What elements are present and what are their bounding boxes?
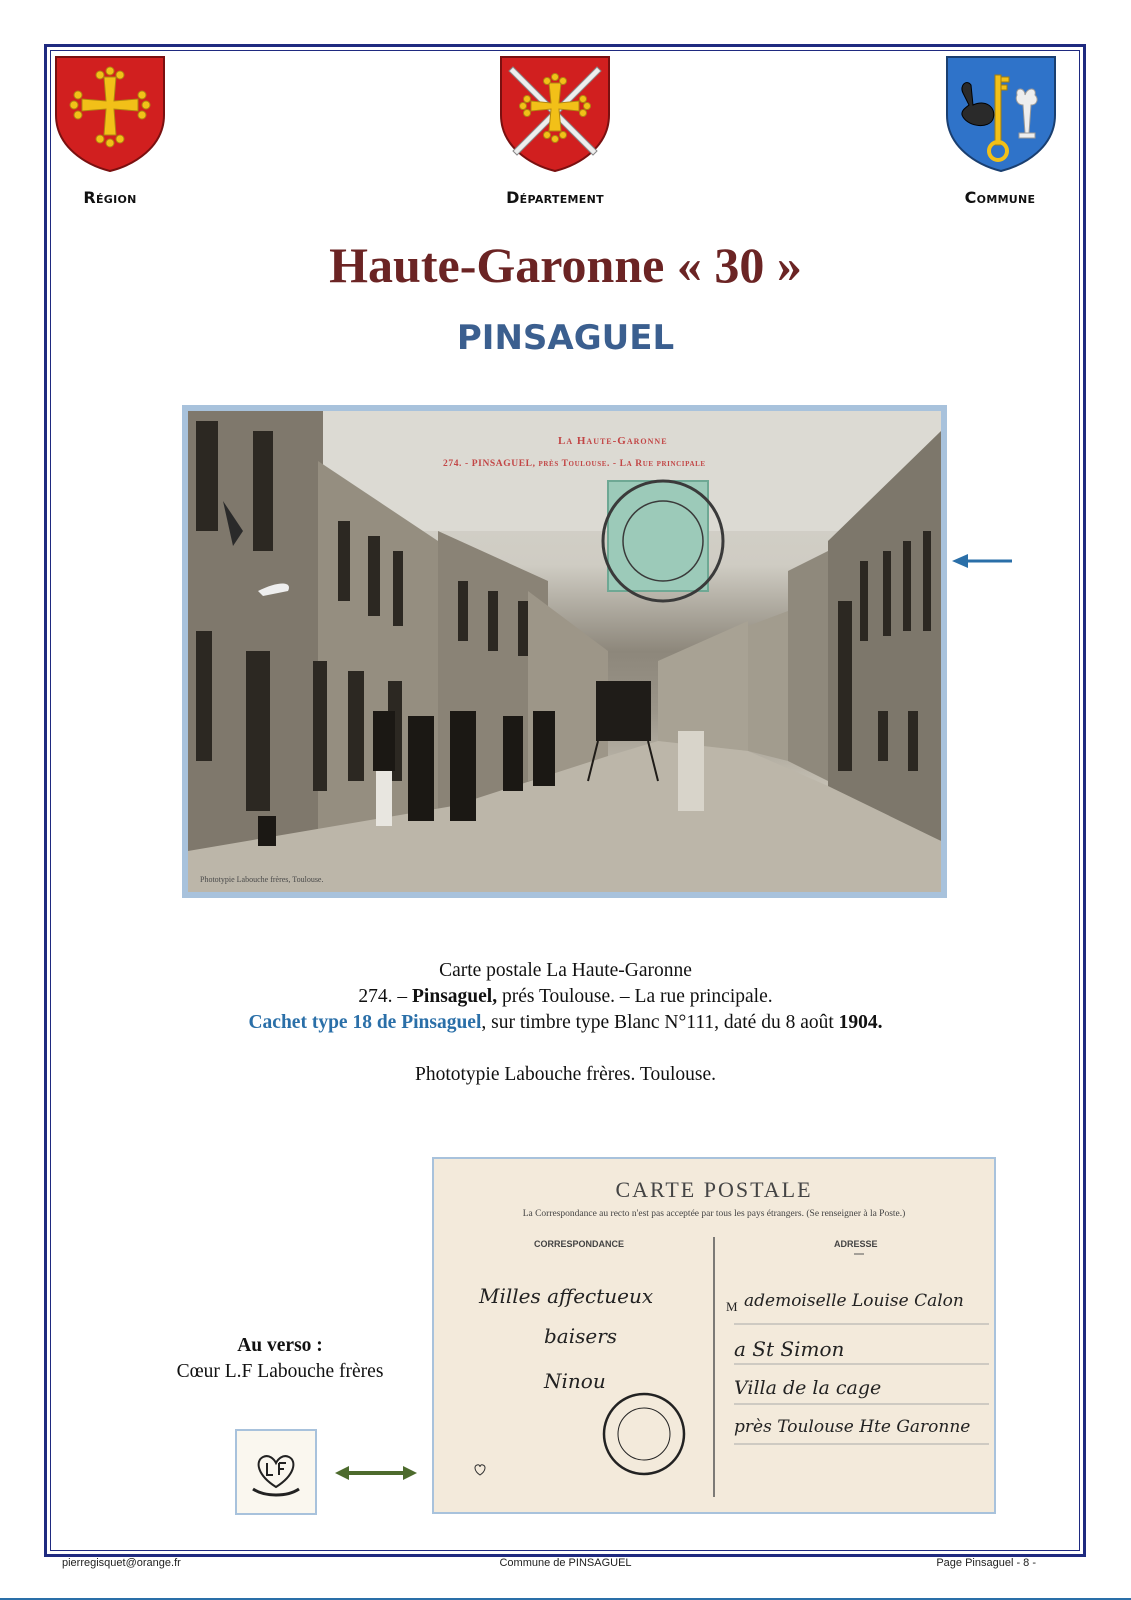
postcard-front-image [182,405,947,898]
caption-cachet-type: Cachet type 18 de Pinsaguel [248,1012,482,1033]
postcard-front-header-2: 274. - PINSAGUEL, près Toulouse. - La Rue principale [443,459,706,469]
caption-line-2-bold: Pinsaguel, [412,986,498,1007]
handwriting-left-2: baisers [544,1324,618,1348]
verso-section [150,1333,410,1385]
caption-year: 1904. [838,1012,883,1033]
street-scene-illustration [188,411,941,892]
footer-center: Commune de PINSAGUEL [499,1557,632,1569]
postcard-caption [0,958,1131,1088]
region-label: Région [83,188,137,207]
footer-email: pierregisquet@orange.fr [62,1557,181,1569]
region-coat-of-arms-icon [54,55,166,173]
postcard-front-footer: Phototypie Labouche frères, Toulouse. [200,875,324,884]
verso-description: Cœur L.F Labouche frères [176,1361,384,1382]
caption-line-1: Carte postale La Haute-Garonne [439,960,692,981]
postcard-front-header-1: La Haute-Garonne [558,435,668,447]
arrow-left-icon [952,553,1012,569]
postcard-back-image [432,1157,996,1514]
handwriting-right-2: a St Simon [734,1337,845,1361]
page-subtitle: PINSAGUEL [456,318,675,358]
postcard-back-col-right: ADRESSE [834,1239,878,1249]
commune-label: Commune [964,188,1036,207]
page-title: Haute-Garonne « 30 » [329,237,802,293]
footer-page-number: Page Pinsaguel - 8 - [936,1557,1036,1569]
handwriting-left-1: Milles affectueux [479,1284,654,1308]
caption-line-3 [0,1010,1131,1036]
handwriting-right-4: près Toulouse Hte Garonne [734,1417,971,1437]
caption-line-3-rest: , sur timbre type Blanc N°111, daté du 8 août [481,1012,839,1033]
handwriting-left-3: Ninou [544,1369,606,1393]
departement-coat-of-arms-icon [499,55,611,173]
caption-line-2-rest: prés Toulouse. – La rue principale. [497,986,773,1007]
postcard-back-title: CARTE POSTALE [615,1177,813,1202]
lf-heart-logo-image [235,1429,317,1515]
handwriting-right-3: Villa de la cage [734,1377,882,1399]
caption-line-5: Phototypie Labouche frères. Toulouse. [415,1064,716,1085]
double-arrow-icon [335,1465,417,1481]
commune-coat-of-arms-icon [945,55,1057,173]
verso-heading: Au verso : [237,1335,323,1356]
caption-line-2 [0,984,1131,1010]
departement-label: Département [506,188,604,207]
postcard-back-col-left: CORRESPONDANCE [534,1239,625,1249]
caption-line-2-prefix: 274. – [358,986,413,1007]
postcard-back-subtitle: La Correspondance au recto n'est pas acceptée par tous les pays étrangers. (Se renseigner à la Poste.) [522,1209,906,1219]
address-prefix: M [726,1299,738,1314]
lf-heart-icon [237,1431,315,1513]
handwriting-right-1: ademoiselle Louise Calon [744,1291,964,1311]
